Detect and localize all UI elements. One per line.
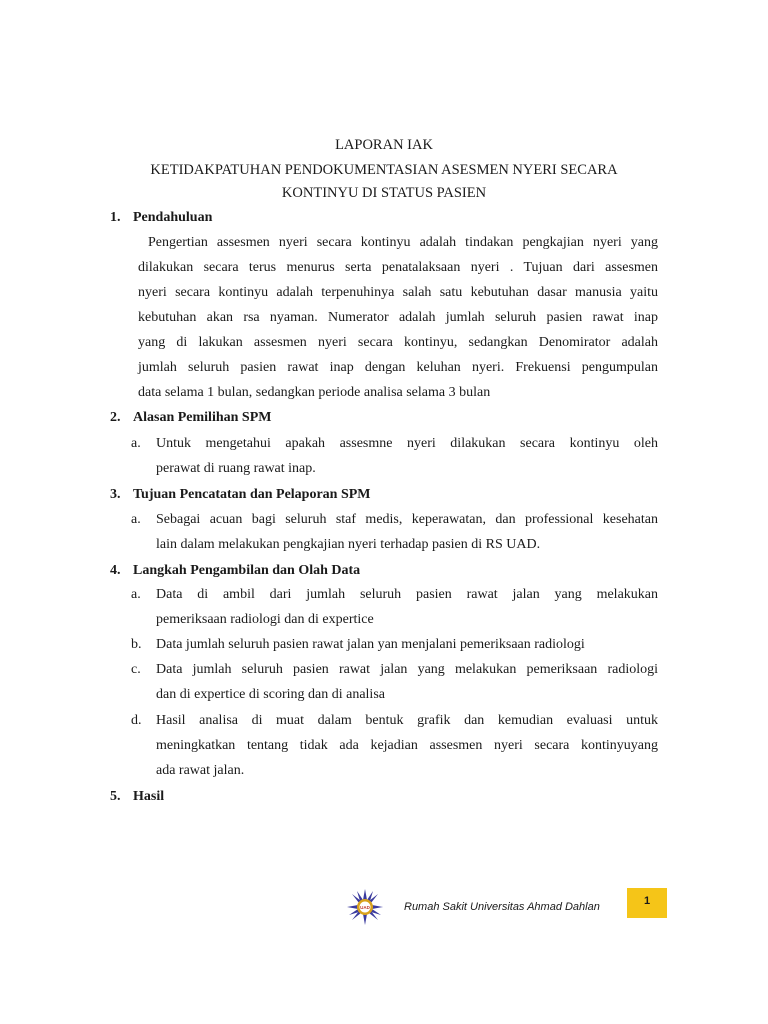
- section-title: Alasan Pemilihan SPM: [133, 410, 272, 425]
- page-number: 1: [643, 895, 651, 907]
- section-title: Hasil: [133, 789, 165, 804]
- list-item-letter: c.: [131, 662, 141, 677]
- section-heading-pendahuluan: [110, 210, 212, 226]
- section-number: 4.: [110, 563, 121, 578]
- section-heading-alasan: [110, 410, 271, 426]
- list-item-line: perawat di ruang rawat inap.: [156, 461, 316, 476]
- list-item-line: Data jumlah seluruh pasien rawat jalan yang melakukan pemeriksaan radiologi: [156, 662, 658, 677]
- list-item-line: ada rawat jalan.: [156, 763, 245, 778]
- list-item-letter: d.: [131, 713, 142, 728]
- list-item-line: Data jumlah seluruh pasien rawat jalan yan menjalani pemeriksaan radiologi: [156, 637, 585, 652]
- list-item-letter: b.: [131, 637, 142, 652]
- list-item-letter: a.: [131, 587, 141, 602]
- list-item-line: dan di expertice di scoring dan di analisa: [156, 687, 385, 702]
- list-item-line: Hasil analisa di muat dalam bentuk grafik dan kemudian evaluasi untuk: [156, 713, 658, 728]
- report-title: LAPORAN IAK: [335, 137, 433, 153]
- section-heading-langkah: [110, 563, 360, 579]
- section-number: 5.: [110, 789, 121, 804]
- list-item-line: Sebagai acuan bagi seluruh staf medis, keperawatan, dan professional kesehatan: [156, 512, 658, 527]
- list-item-letter: a.: [131, 436, 141, 451]
- section-number: 1.: [110, 210, 121, 225]
- section-number: 2.: [110, 410, 121, 425]
- page-number-badge: [627, 888, 667, 918]
- list-item-line: meningkatkan tentang tidak ada kejadian assesmen nyeri secara kontinyuyang: [156, 738, 658, 753]
- section-title: Tujuan Pencatatan dan Pelaporan SPM: [133, 487, 371, 502]
- list-item-line: pemeriksaan radiologi dan di expertice: [156, 612, 374, 627]
- paragraph-line: data selama 1 bulan, sedangkan periode analisa selama 3 bulan: [138, 385, 491, 400]
- paragraph-line: dilakukan secara terus menurus serta penatalaksaan nyeri . Tujuan dari assesmen: [138, 260, 658, 275]
- section-number: 3.: [110, 487, 121, 502]
- paragraph-line: kebutuhan akan rsa nyaman. Numerator adalah jumlah seluruh pasien rawat inap: [138, 310, 658, 325]
- paragraph-line: yang di lakukan assesmen nyeri secara kontinyu, sedangkan Denomirator adalah: [138, 335, 658, 350]
- logo-text: UAD: [360, 905, 370, 910]
- section-title: Pendahuluan: [133, 210, 213, 225]
- list-item-letter: a.: [131, 512, 141, 527]
- section-title: Langkah Pengambilan dan Olah Data: [133, 563, 361, 578]
- paragraph-line: jumlah seluruh pasien rawat inap dengan keluhan nyeri. Frekuensi pengumpulan: [138, 360, 658, 375]
- list-item-line: lain dalam melakukan pengkajian nyeri terhadap pasien di RS UAD.: [156, 537, 541, 552]
- paragraph-line: nyeri secara kontinyu adalah terpenuhinya salah satu kebutuhan dasar manusia yaitu: [138, 285, 658, 300]
- report-subtitle-line2: KONTINYU DI STATUS PASIEN: [281, 185, 487, 201]
- section-heading-tujuan: [110, 487, 371, 503]
- list-item-line: Untuk mengetahui apakah assesmne nyeri dilakukan secara kontinyu oleh: [156, 436, 658, 451]
- report-subtitle-line1: KETIDAKPATUHAN PENDOKUMENTASIAN ASESMEN NYERI SECARA: [150, 162, 618, 178]
- section-heading-hasil: [110, 789, 164, 805]
- list-item-line: Data di ambil dari jumlah seluruh pasien rawat jalan yang melakukan: [156, 587, 658, 602]
- uad-logo-icon: [346, 888, 384, 926]
- paragraph-line: Pengertian assesmen nyeri secara kontinyu adalah tindakan pengkajian nyeri yang: [148, 235, 658, 250]
- footer-institution: Rumah Sakit Universitas Ahmad Dahlan: [404, 901, 600, 913]
